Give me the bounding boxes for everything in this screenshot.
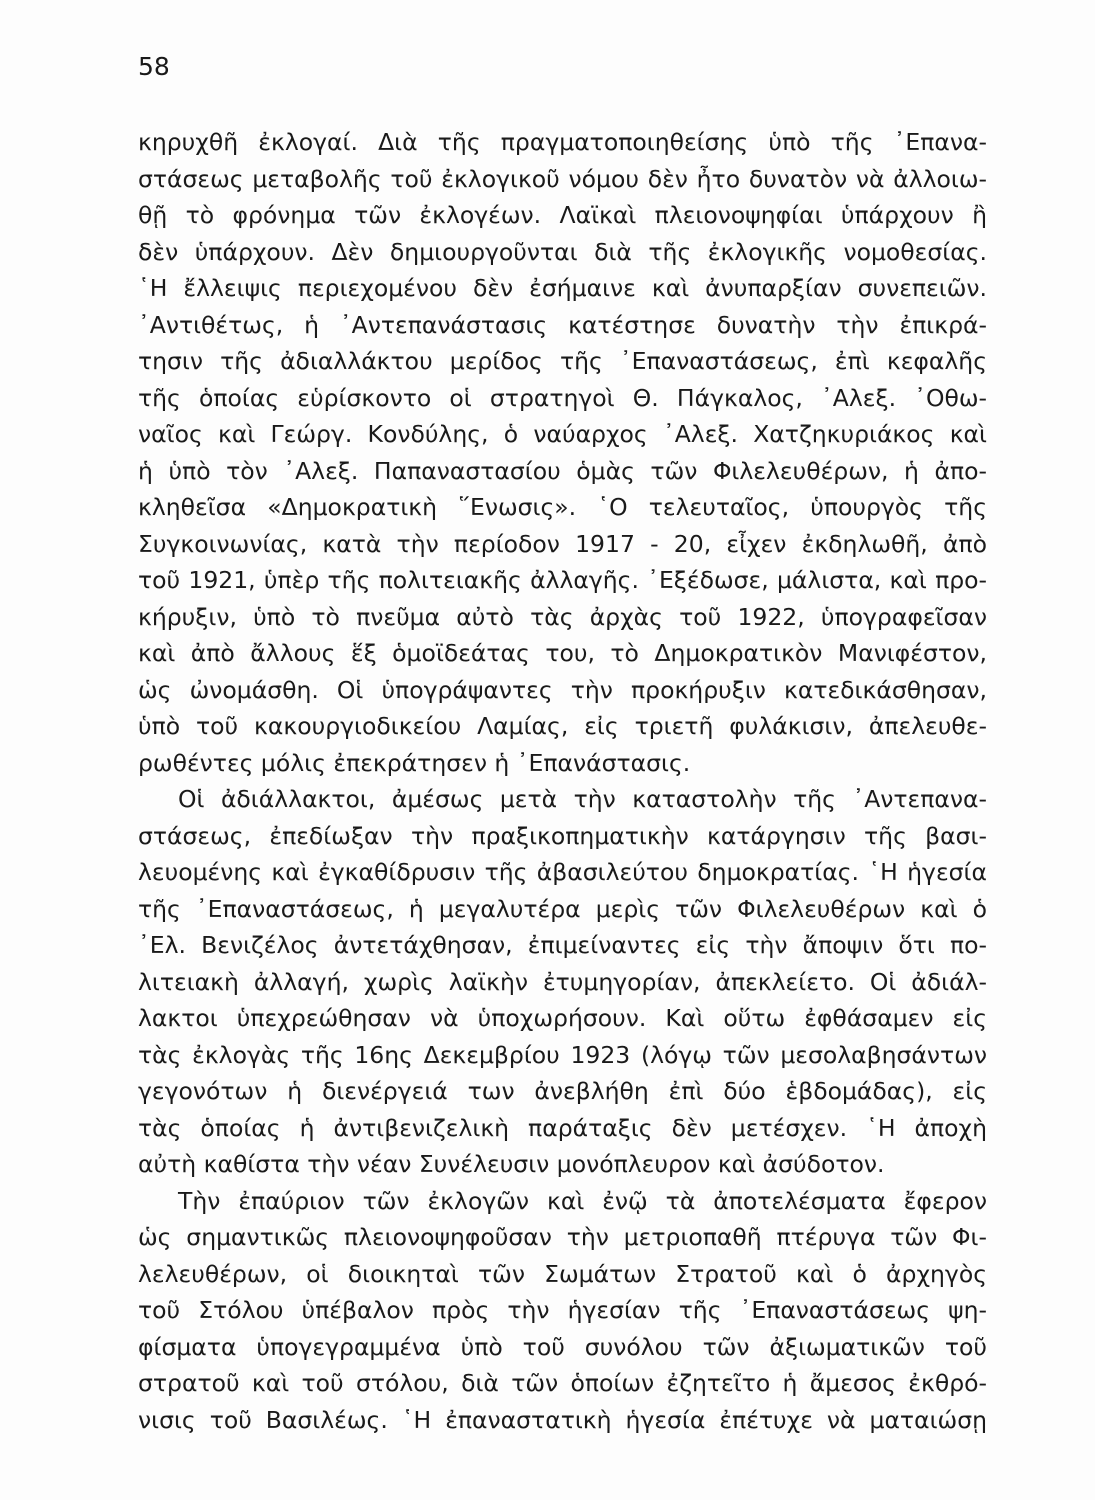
text-line: τῆς ᾿Επαναστάσεως, ἡ μεγαλυτέρα μερὶς τῶν Φιλελευθέρων καὶ ὁ bbox=[138, 894, 987, 923]
text-line: ἡ ὑπὸ τὸν ᾿Αλεξ. Παπαναστασίου ὁμὰς τῶν Φιλελευθέρων, ἡ ἀπο- bbox=[138, 456, 987, 485]
text-line: λιτειακὴ ἀλλαγή, χωρὶς λαϊκὴν ἐτυμηγορίαν, ἀπεκλείετο. Οἱ ἀδιάλ- bbox=[138, 967, 987, 996]
text-line: ὑπὸ τοῦ κακουργιοδικείου Λαμίας, εἰς τριετῆ φυλάκισιν, ἀπελευθε- bbox=[138, 712, 987, 740]
text-line: γεγονότων ἡ διενέργειά των ἀνεβλήθη ἐπὶ δύο ἑβδομάδας), εἰς bbox=[138, 1077, 987, 1105]
text-line: τὰς ἐκλογὰς τῆς 16ης Δεκεμβρίου 1923 (λόγῳ τῶν μεσολαβησάντων bbox=[138, 1040, 987, 1069]
text-line: ὡς σημαντικῶς πλειονοψηφοῦσαν τὴν μετριοπαθῆ πτέρυγα τῶν Φι- bbox=[138, 1223, 987, 1251]
text-line: κηρυχθῆ ἐκλογαί. Διὰ τῆς πραγματοποιηθείσης ὑπὸ τῆς ᾿Επανα- bbox=[138, 128, 987, 156]
text-line: θῇ τὸ φρόνημα τῶν ἐκλογέων. Λαϊκαὶ πλειονοψηφίαι ὑπάρχουν ἢ bbox=[138, 201, 987, 229]
text-line: ῾Η ἔλλειψις περιεχομένου δὲν ἐσήμαινε καὶ ἀνυπαρξίαν συνεπειῶν. bbox=[138, 274, 987, 302]
text-line: δὲν ὑπάρχουν. Δὲν δημιουργοῦνται διὰ τῆς ἐκλογικῆς νομοθεσίας. bbox=[138, 237, 987, 266]
text-line: ὡς ὠνομάσθη. Οἱ ὑπογράψαντες τὴν προκήρυξιν κατεδικάσθησαν, bbox=[138, 675, 987, 704]
text-line: τοῦ Στόλου ὑπέβαλον πρὸς τὴν ἡγεσίαν τῆς ᾿Επαναστάσεως ψη- bbox=[138, 1296, 987, 1324]
text-line: κήρυξιν, ὑπὸ τὸ πνεῦμα αὐτὸ τὰς ἀρχὰς τοῦ 1922, ὑπογραφεῖσαν bbox=[138, 602, 987, 631]
text-line: τὰς ὁποίας ἡ ἀντιβενιζελικὴ παράταξις δὲν μετέσχεν. ῾Η ἀποχὴ bbox=[138, 1113, 987, 1142]
text-line: λευομένης καὶ ἐγκαθίδρυσιν τῆς ἀβασιλεύτου δημοκρατίας. ῾Η ἡγεσία bbox=[138, 858, 987, 886]
text-line: Συγκοινωνίας, κατὰ τὴν περίοδον 1917 - 20, εἶχεν ἐκδηλωθῆ, ἀπὸ bbox=[138, 529, 987, 558]
text-line: ναῖος καὶ Γεώργ. Κονδύλης, ὁ ναύαρχος ᾿Αλεξ. Χατζηκυριάκος καὶ bbox=[138, 420, 987, 448]
text-line: αὐτὴ καθίστα τὴν νέαν Συνέλευσιν μονόπλευρον καὶ ἀσύδοτον. bbox=[138, 1150, 885, 1178]
text-line: τῆς ὁποίας εὑρίσκοντο οἱ στρατηγοὶ Θ. Πάγκαλος, ᾿Αλεξ. ᾿Οθω- bbox=[138, 383, 987, 412]
body-text bbox=[138, 124, 987, 1438]
text-line: ᾿Ελ. Βενιζέλος ἀντετάχθησαν, ἐπιμείναντες εἰς τὴν ἄποψιν ὅτι πο- bbox=[138, 931, 987, 959]
text-line: Οἱ ἀδιάλλακτοι, ἀμέσως μετὰ τὴν καταστολὴν τῆς ᾿Αντεπανα- bbox=[178, 785, 987, 813]
text-line: λελευθέρων, οἱ διοικηταὶ τῶν Σωμάτων Στρατοῦ καὶ ὁ ἀρχηγὸς bbox=[138, 1259, 987, 1288]
text-line: τησιν τῆς ἀδιαλλάκτου μερίδος τῆς ᾿Επαναστάσεως, ἐπὶ κεφαλῆς bbox=[138, 347, 987, 375]
text-line: νισις τοῦ Βασιλέως. ῾Η ἐπαναστατικὴ ἡγεσία ἐπέτυχε νὰ ματαιώσῃ bbox=[138, 1405, 987, 1434]
text-line: κληθεῖσα «Δημοκρατικὴ ῞Ενωσις». ῾Ο τελευταῖος, ὑπουργὸς τῆς bbox=[138, 493, 987, 521]
page-number: 58 bbox=[138, 52, 170, 81]
text-line: καὶ ἀπὸ ἄλλους ἕξ ὁμοϊδεάτας του, τὸ Δημοκρατικὸν Μανιφέστον, bbox=[138, 639, 987, 667]
text-line: στάσεως, ἐπεδίωξαν τὴν πραξικοπηματικὴν κατάργησιν τῆς βασι- bbox=[138, 821, 987, 850]
text-line: ᾿Αντιθέτως, ἡ ᾿Αντεπανάστασις κατέστησε δυνατὴν τὴν ἐπικρά- bbox=[138, 310, 987, 339]
text-line: στάσεως μεταβολῆς τοῦ ἐκλογικοῦ νόμου δὲν ἦτο δυνατὸν νὰ ἀλλοιω- bbox=[138, 164, 987, 193]
text-line: τοῦ 1921, ὑπὲρ τῆς πολιτειακῆς ἀλλαγῆς. ᾿Εξέδωσε, μάλιστα, καὶ προ- bbox=[138, 566, 987, 594]
text-line: Τὴν ἐπαύριον τῶν ἐκλογῶν καὶ ἐνῷ τὰ ἀποτελέσματα ἔφερον bbox=[178, 1186, 987, 1215]
text-line: ρωθέντες μόλις ἐπεκράτησεν ἡ ᾿Επανάστασις. bbox=[138, 748, 691, 777]
text-line: λακτοι ὑπεχρεώθησαν νὰ ὑποχωρήσουν. Καὶ οὕτω ἐφθάσαμεν εἰς bbox=[138, 1004, 987, 1032]
text-line: φίσματα ὑπογεγραμμένα ὑπὸ τοῦ συνόλου τῶν ἀξιωματικῶν τοῦ bbox=[138, 1332, 987, 1361]
text-line: στρατοῦ καὶ τοῦ στόλου, διὰ τῶν ὁποίων ἐζητεῖτο ἡ ἄμεσος ἐκθρό- bbox=[138, 1369, 987, 1397]
